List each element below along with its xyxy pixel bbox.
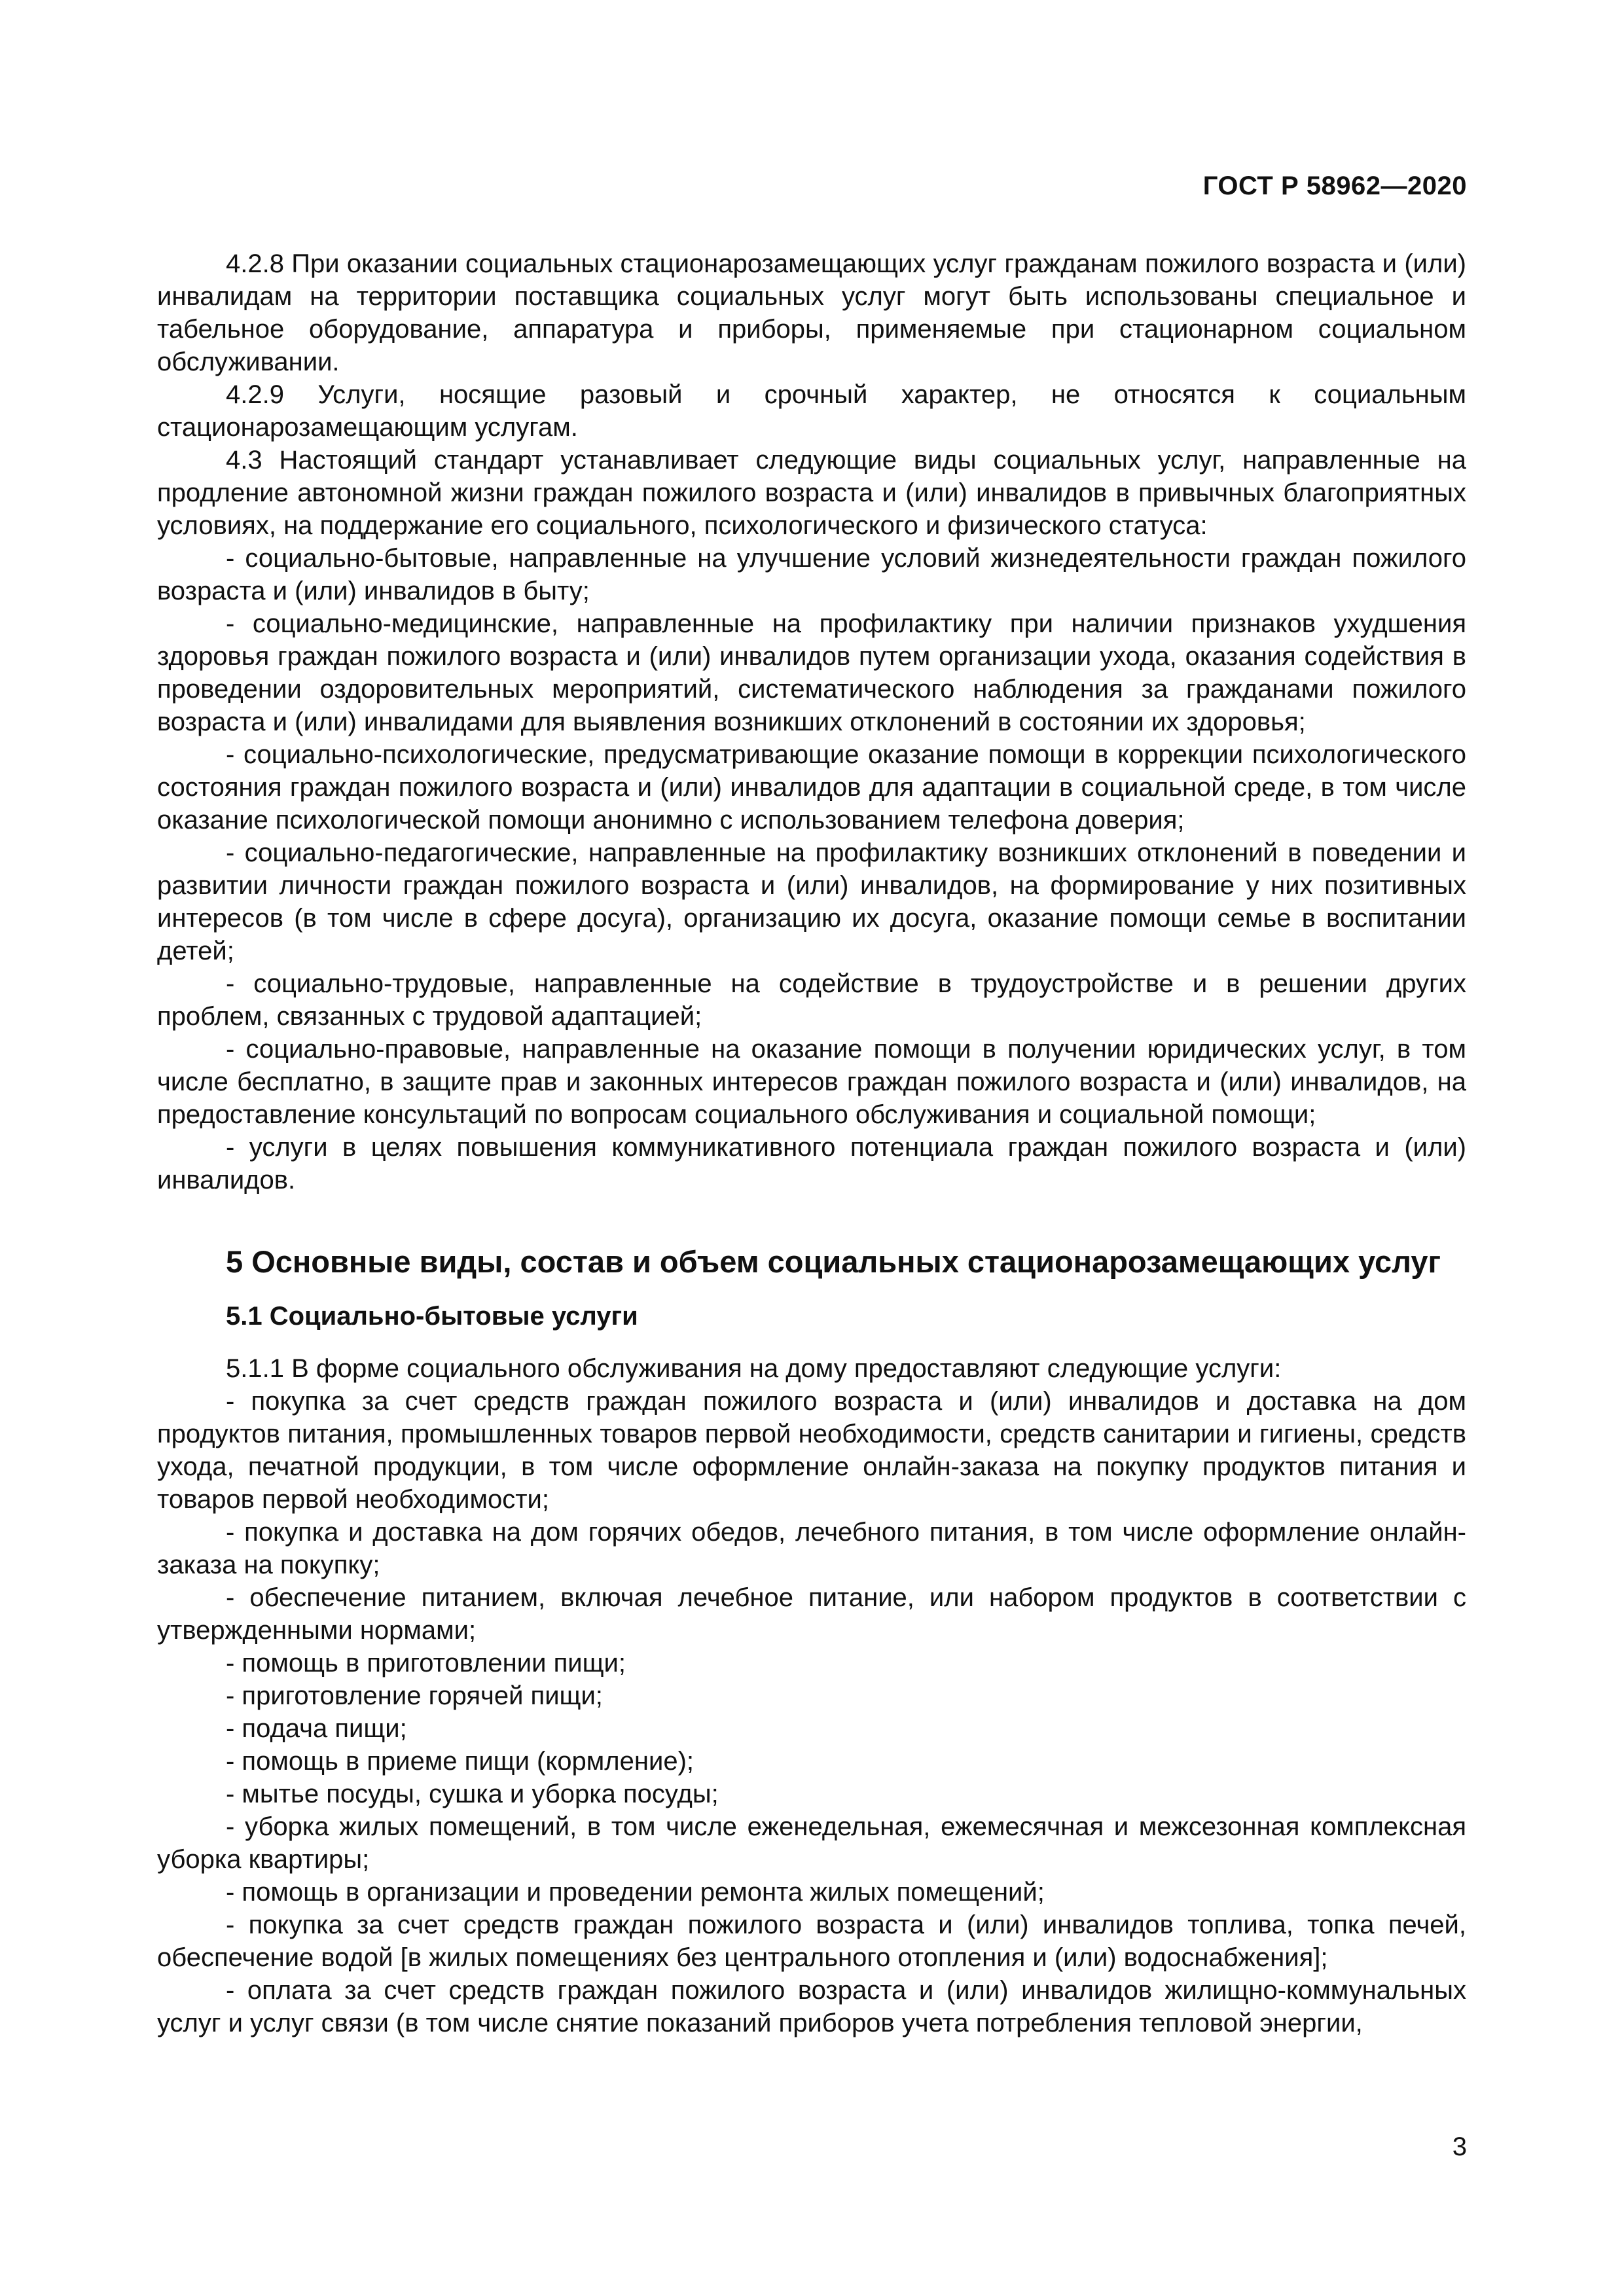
list-item-5-1-1: - мытье посуды, сушка и уборка посуды;: [226, 1780, 719, 1808]
list-item-4-3: - социально-трудовые, направленные на содействие в трудоустройстве и в решении других проблем, связанных с трудовой адаптацией;: [157, 969, 1466, 1031]
list-item-5-1-1: - помощь в организации и проведении ремонта жилых помещений;: [226, 1878, 1045, 1907]
list-item-5-1-1: - помощь в приготовлении пищи;: [226, 1649, 626, 1677]
paragraph-4-3: 4.3 Настоящий стандарт устанавливает следующие виды социальных услуг, направленные на продление автономной жизни граждан пожилого возраста и (или) инвалидов в привычных благоприятных условиях, на поддержание его социального, психологического и физического статуса:: [157, 446, 1466, 540]
list-item-4-3: - социально-психологические, предусматривающие оказание помощи в коррекции психологического состояния граждан пожилого возраста и (или) инвалидов для адаптации в социальной среде, в том числе оказание психологической помощи анонимно с использованием телефона доверия;: [157, 740, 1466, 834]
document-header-standard: ГОСТ Р 58962—2020: [1202, 171, 1467, 200]
section-5-1-heading: 5.1 Социально-бытовые услуги: [226, 1302, 638, 1331]
list-item-5-1-1: - покупка за счет средств граждан пожилого возраста и (или) инвалидов топлива, топка печей, обеспечение водой [в жилых помещениях без центрального отопления и (или) водоснабжения];: [157, 1910, 1466, 1972]
page-number: 3: [1452, 2132, 1467, 2161]
list-item-5-1-1: - покупка и доставка на дом горячих обедов, лечебного питания, в том числе оформление онлайн-заказа на покупку;: [157, 1518, 1466, 1579]
list-item-4-3: - социально-правовые, направленные на оказание помощи в получении юридических услуг, в том числе бесплатно, в защите прав и законных интересов граждан пожилого возраста и (или) инвалидов, на предоставление консультаций по вопросам социального обслуживания и социальной помощи;: [157, 1035, 1466, 1129]
list-item-5-1-1: - обеспечение питанием, включая лечебное питание, или набором продуктов в соответствии с утвержденными нормами;: [157, 1583, 1466, 1645]
list-item-4-3: - социально-медицинские, направленные на профилактику при наличии признаков ухудшения здоровья граждан пожилого возраста и (или) инвалидов путем организации ухода, оказания содействия в проведении оздоровительных мероприятий, систематического наблюдения за гражданами пожилого возраста и (или) инвалидами для выявления возникших отклонений в состоянии их здоровья;: [157, 609, 1466, 736]
list-item-5-1-1: - оплата за счет средств граждан пожилого возраста и (или) инвалидов жилищно-коммунальных услуг и услуг связи (в том числе снятие показаний приборов учета потребления тепловой энергии,: [157, 1976, 1466, 2037]
paragraph-4-2-8: 4.2.8 При оказании социальных стационарозамещающих услуг гражданам пожилого возраста и (или) инвалидам на территории поставщика социальных услуг могут быть использованы специальное и табельное оборудование, аппаратура и приборы, применяемые при стационарном социальном обслуживании.: [157, 249, 1466, 376]
section-5-heading: 5 Основные виды, состав и объем социальных стационарозамещающих услуг: [226, 1244, 1441, 1279]
list-item-4-3: - социально-педагогические, направленные на профилактику возникших отклонений в поведении и развитии личности граждан пожилого возраста и (или) инвалидов, на формирование у них позитивных интересов (в том числе в сфере досуга), организацию их досуга, оказание помощи семье в воспитании детей;: [157, 838, 1466, 965]
paragraph-5-1-1: 5.1.1 В форме социального обслуживания на дому предоставляют следующие услуги:: [226, 1354, 1282, 1383]
list-item-5-1-1: - подача пищи;: [226, 1714, 407, 1743]
list-item-5-1-1: - уборка жилых помещений, в том числе еженедельная, ежемесячная и межсезонная комплексная уборка квартиры;: [157, 1812, 1466, 1874]
list-item-5-1-1: - приготовление горячей пищи;: [226, 1681, 603, 1710]
list-item-4-3: - услуги в целях повышения коммуникативного потенциала граждан пожилого возраста и (или) инвалидов.: [157, 1133, 1466, 1194]
list-item-4-3: - социально-бытовые, направленные на улучшение условий жизнедеятельности граждан пожилого возраста и (или) инвалидов в быту;: [157, 544, 1466, 605]
list-item-5-1-1: - помощь в приеме пищи (кормление);: [226, 1747, 694, 1776]
list-item-5-1-1: - покупка за счет средств граждан пожилого возраста и (или) инвалидов и доставка на дом продуктов питания, промышленных товаров первой необходимости, средств санитарии и гигиены, средств ухода, печатной продукции, в том числе оформление онлайн-заказа на покупку продуктов питания и товаров первой необходимости;: [157, 1387, 1466, 1514]
paragraph-4-2-9: 4.2.9 Услуги, носящие разовый и срочный характер, не относятся к социальным стационарозамещающим услугам.: [157, 380, 1466, 442]
document-body: [157, 247, 1466, 2039]
